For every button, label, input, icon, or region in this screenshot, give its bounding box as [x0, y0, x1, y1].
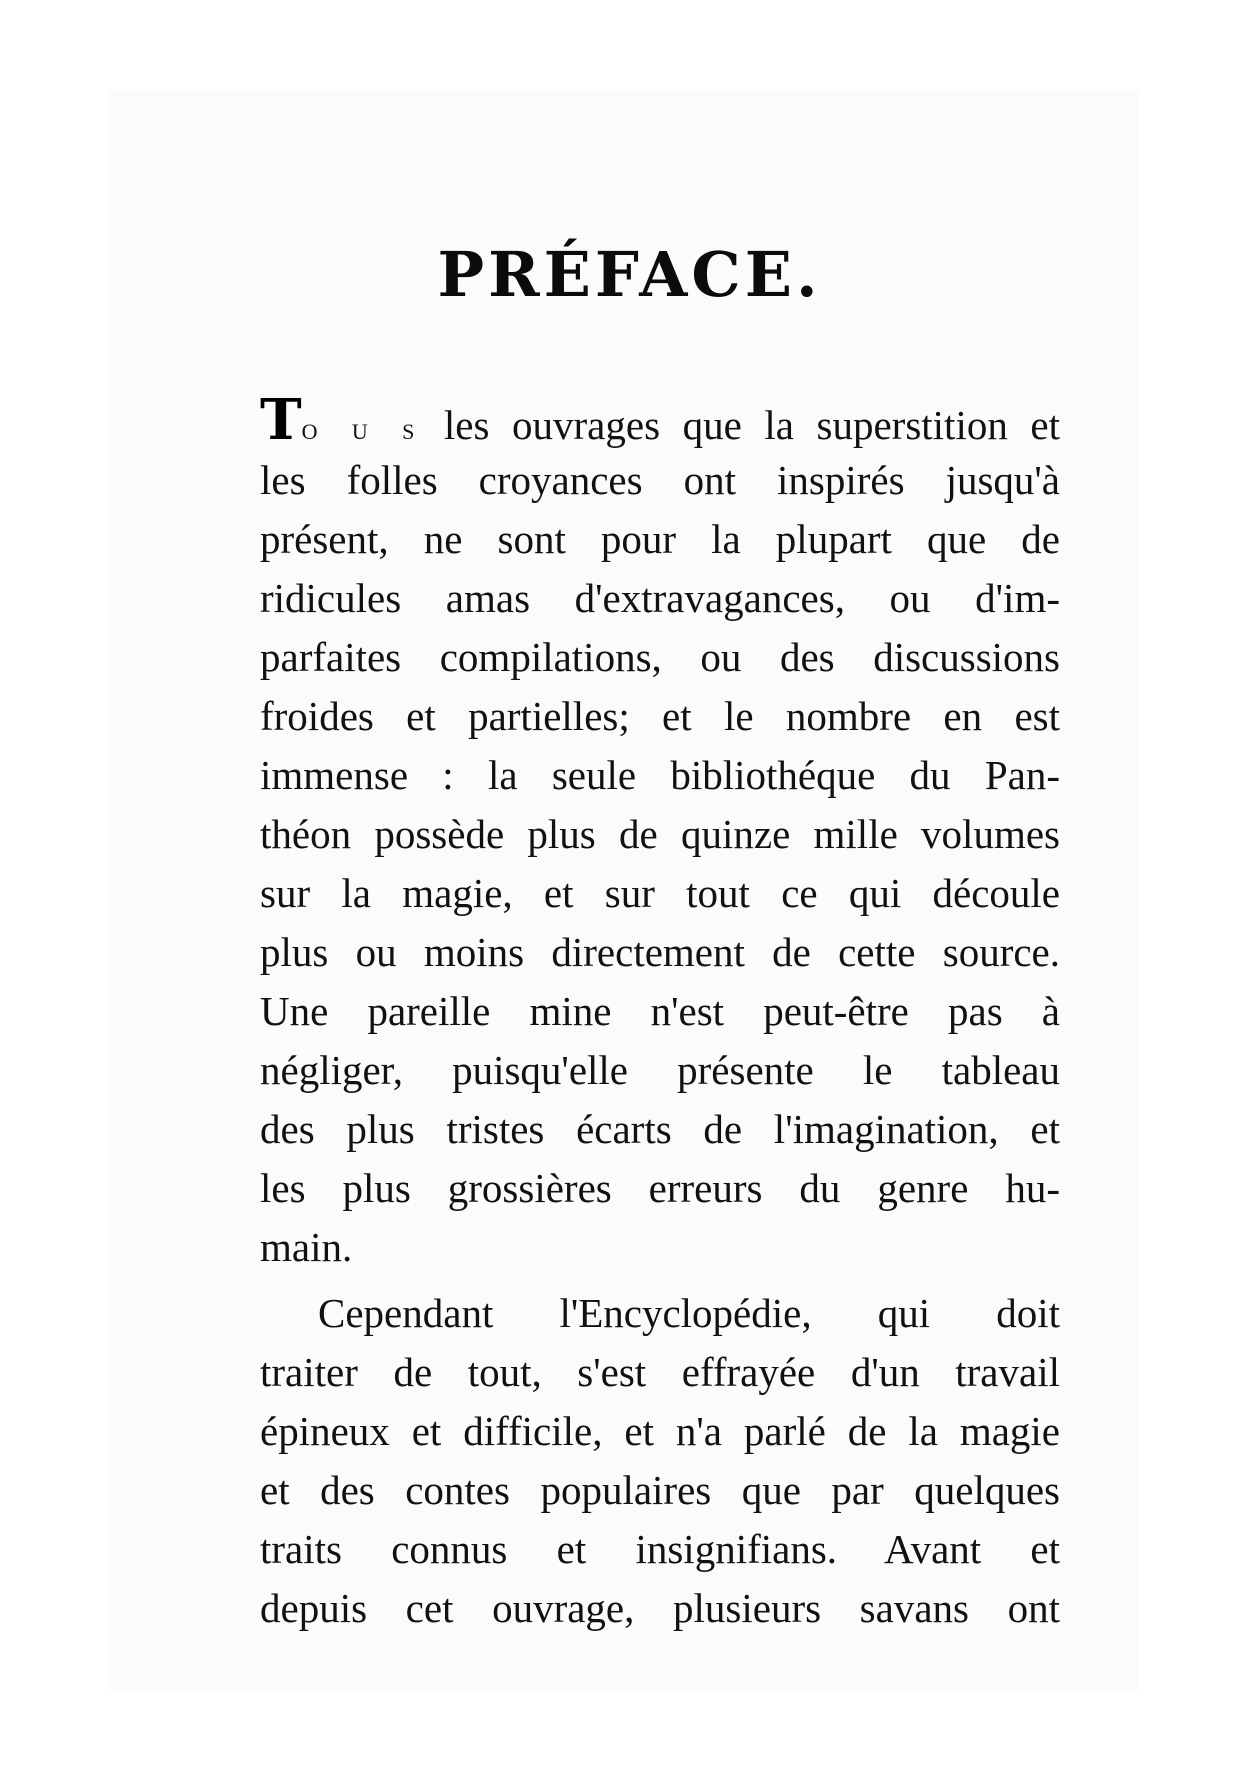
- text-line-13: des plus tristes écarts de l'imagination, et: [260, 1106, 1060, 1152]
- text-line-18: épineux et difficile, et n'a parlé de la magie: [260, 1408, 1060, 1454]
- text-line-7: immense : la seule bibliothéque du Pan-: [260, 752, 1060, 798]
- text-line-3: présent, ne sont pour la plupart que de: [260, 516, 1060, 562]
- text-line-17: traiter de tout, s'est effrayée d'un travail: [260, 1349, 1060, 1395]
- text-line-2: les folles croyances ont inspirés jusqu'à: [260, 457, 1060, 503]
- text-line-8: théon possède plus de quinze mille volumes: [260, 811, 1060, 857]
- text-line-14: les plus grossières erreurs du genre hu-: [260, 1165, 1060, 1211]
- text-line-11: Une pareille mine n'est peut-être pas à: [260, 988, 1060, 1034]
- text-line-9: sur la magie, et sur tout ce qui découle: [260, 870, 1060, 916]
- text-line-1: [260, 390, 1060, 450]
- dropcap-rest: o u s: [301, 410, 422, 446]
- text-line-4: ridicules amas d'extravagances, ou d'im-: [260, 575, 1060, 621]
- text-line-6: froides et partielles; et le nombre en est: [260, 693, 1060, 739]
- page-title: PRÉFACE.: [437, 238, 822, 311]
- text-line-15: main.: [260, 1224, 353, 1270]
- text-line-20: traits connus et insignifians. Avant et: [260, 1526, 1060, 1572]
- text-line-12: négliger, puisqu'elle présente le tableau: [260, 1047, 1060, 1093]
- text-line-1-content: les ouvrages que la superstition et: [443, 402, 1060, 448]
- text-line-19: et des contes populaires que par quelques: [260, 1467, 1060, 1513]
- dropcap: T: [260, 390, 302, 450]
- text-line-16: Cependant l'Encyclopédie, qui doit: [318, 1290, 1060, 1336]
- text-line-10: plus ou moins directement de cette source.: [260, 929, 1060, 975]
- text-line-5: parfaites compilations, ou des discussions: [260, 634, 1060, 680]
- text-line-21: depuis cet ouvrage, plusieurs savans ont: [260, 1585, 1060, 1631]
